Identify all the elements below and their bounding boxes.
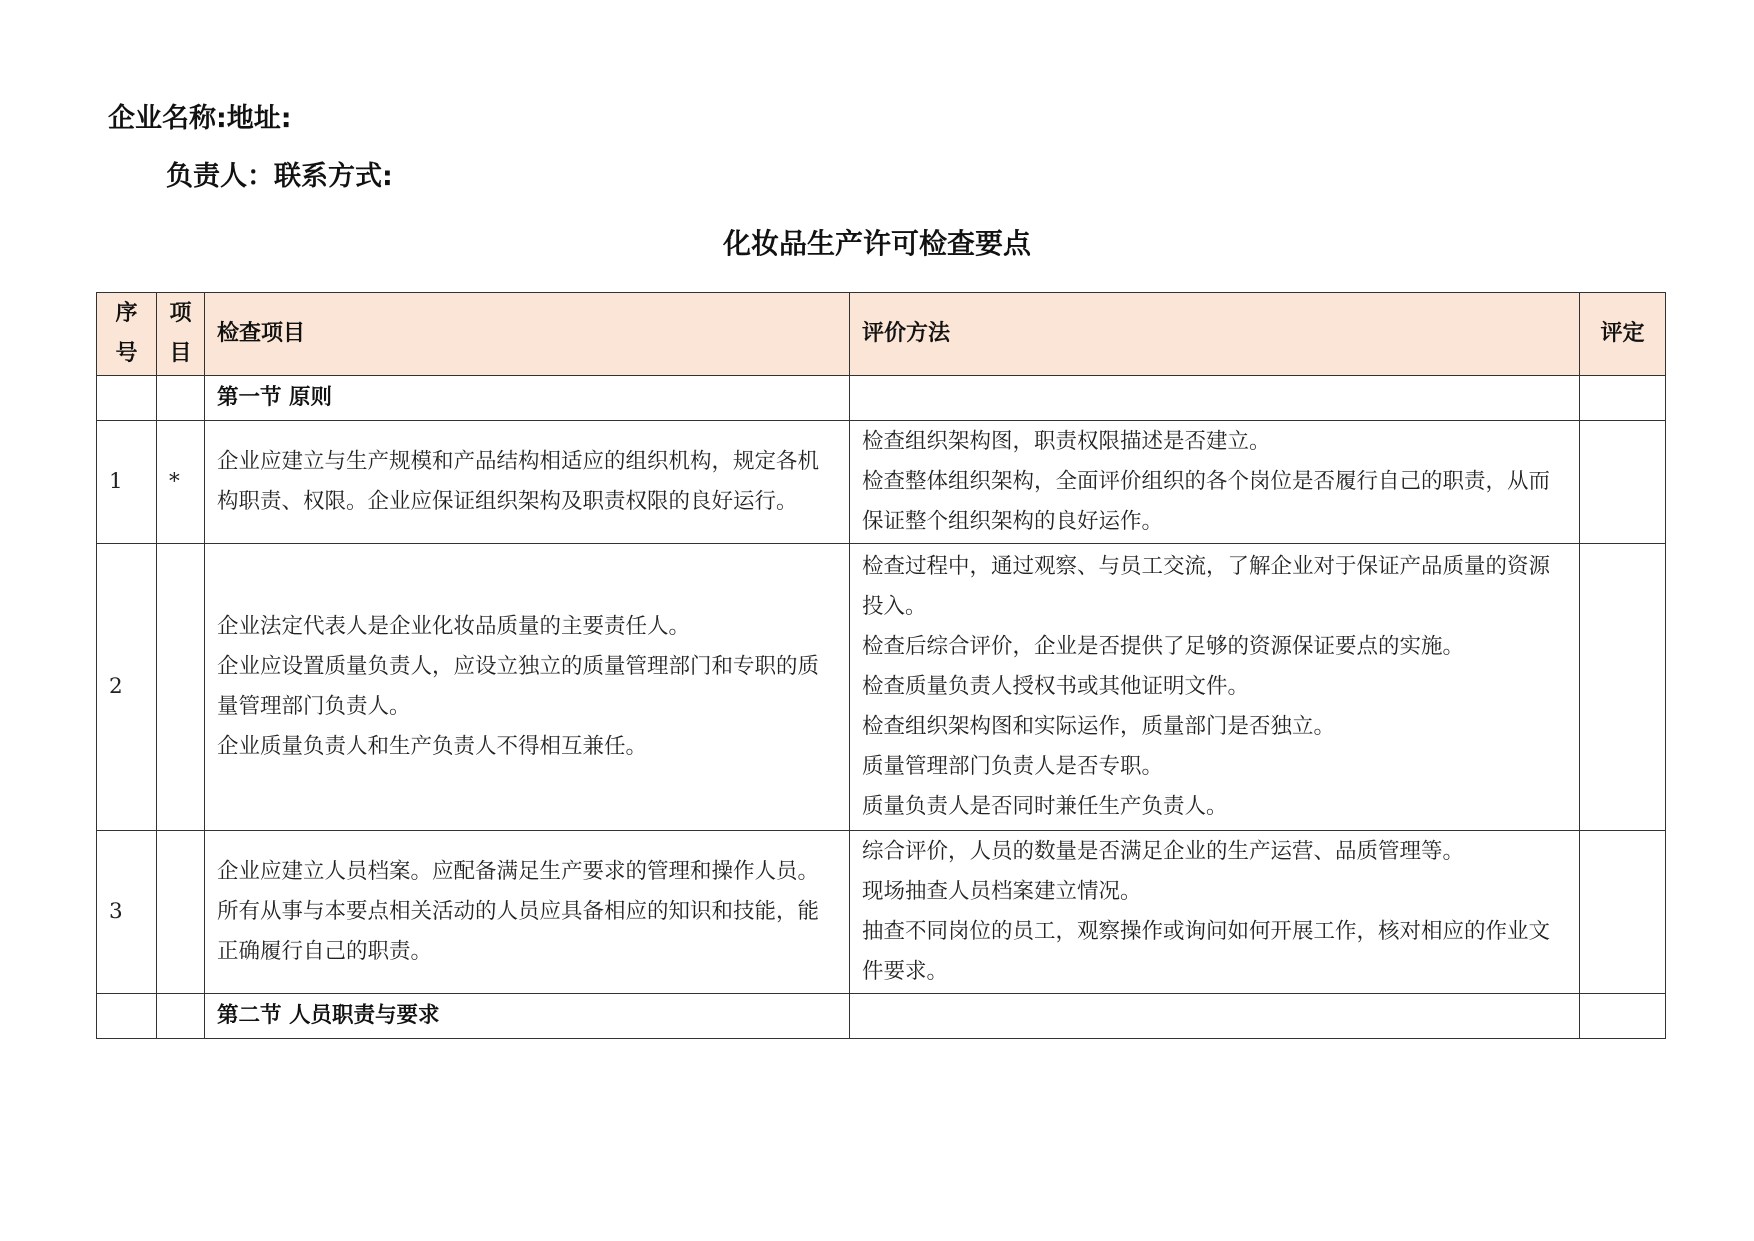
section-row	[97, 994, 1666, 1039]
section-title: 第一节 原则	[205, 376, 850, 421]
check-item-cell	[205, 544, 850, 831]
check-item-text: 企业应建立与生产规模和产品结构相适应的组织机构，规定各机构职责、权限。企业应保证组织架构及职责权限的良好运行。	[217, 449, 820, 514]
check-item-text: 企业应建立人员档案。应配备满足生产要求的管理和操作人员。所有从事与本要点相关活动的人员应具备相应的知识和技能，能正确履行自己的职责。	[217, 859, 820, 964]
check-item-cell	[205, 421, 850, 544]
evaluation-method-text: 质量管理部门负责人是否专职。	[862, 754, 1164, 779]
evaluation-method-text: 检查整体组织架构，全面评价组织的各个岗位是否履行自己的职责，从而保证整个组织架构的良好运作。	[862, 469, 1551, 534]
evaluation-method-cell	[850, 544, 1580, 831]
verdict-cell[interactable]	[1580, 831, 1666, 994]
section-verdict-cell[interactable]	[1580, 994, 1666, 1039]
key-item-mark	[157, 831, 205, 994]
section-method-cell	[850, 994, 1580, 1039]
evaluation-method-text: 检查后综合评价，企业是否提供了足够的资源保证要点的实施。	[862, 634, 1465, 659]
key-item-mark: *	[157, 421, 205, 544]
table-row	[97, 421, 1666, 544]
column-header-seq: 序 号	[97, 293, 157, 376]
check-item-text: 企业法定代表人是企业化妆品质量的主要责任人。	[217, 614, 691, 639]
check-item-text: 企业应设置质量负责人，应设立独立的质量管理部门和专职的质量管理部门负责人。	[217, 654, 820, 719]
section-verdict-cell[interactable]	[1580, 376, 1666, 421]
evaluation-method-text: 检查组织架构图和实际运作，质量部门是否独立。	[862, 714, 1336, 739]
evaluation-method-text: 质量负责人是否同时兼任生产负责人。	[862, 794, 1228, 819]
table-row	[97, 831, 1666, 994]
table-row	[97, 544, 1666, 831]
section-item-cell	[157, 376, 205, 421]
responsible-person-contact-line: 负责人：联系方式:	[166, 161, 393, 192]
row-number: 3	[97, 831, 157, 994]
evaluation-method-cell	[850, 421, 1580, 544]
column-header-item: 项 目	[157, 293, 205, 376]
section-seq-cell	[97, 376, 157, 421]
section-method-cell	[850, 376, 1580, 421]
company-name-address-line: 企业名称:地址:	[108, 103, 292, 134]
inspection-checklist-table	[96, 292, 1666, 1039]
section-seq-cell	[97, 994, 157, 1039]
evaluation-method-text: 综合评价，人员的数量是否满足企业的生产运营、品质管理等。	[862, 839, 1465, 864]
column-header-verdict: 评定	[1580, 293, 1666, 376]
evaluation-method-text: 检查组织架构图，职责权限描述是否建立。	[862, 429, 1271, 454]
section-title: 第二节 人员职责与要求	[205, 994, 850, 1039]
check-item-cell	[205, 831, 850, 994]
row-number: 2	[97, 544, 157, 831]
row-number: 1	[97, 421, 157, 544]
check-item-text: 企业质量负责人和生产负责人不得相互兼任。	[217, 734, 648, 759]
column-header-evaluation-method: 评价方法	[850, 293, 1580, 376]
table-header-row	[97, 293, 1666, 376]
evaluation-method-text: 检查质量负责人授权书或其他证明文件。	[862, 674, 1250, 699]
verdict-cell[interactable]	[1580, 544, 1666, 831]
evaluation-method-cell	[850, 831, 1580, 994]
evaluation-method-text: 检查过程中，通过观察、与员工交流，了解企业对于保证产品质量的资源投入。	[862, 554, 1551, 619]
evaluation-method-text: 抽查不同岗位的员工，观察操作或询问如何开展工作，核对相应的作业文件要求。	[862, 919, 1551, 984]
evaluation-method-text: 现场抽查人员档案建立情况。	[862, 879, 1142, 904]
verdict-cell[interactable]	[1580, 421, 1666, 544]
key-item-mark	[157, 544, 205, 831]
column-header-check-item: 检查项目	[205, 293, 850, 376]
section-item-cell	[157, 994, 205, 1039]
section-row	[97, 376, 1666, 421]
document-title: 化妆品生产许可检查要点	[722, 227, 1031, 260]
